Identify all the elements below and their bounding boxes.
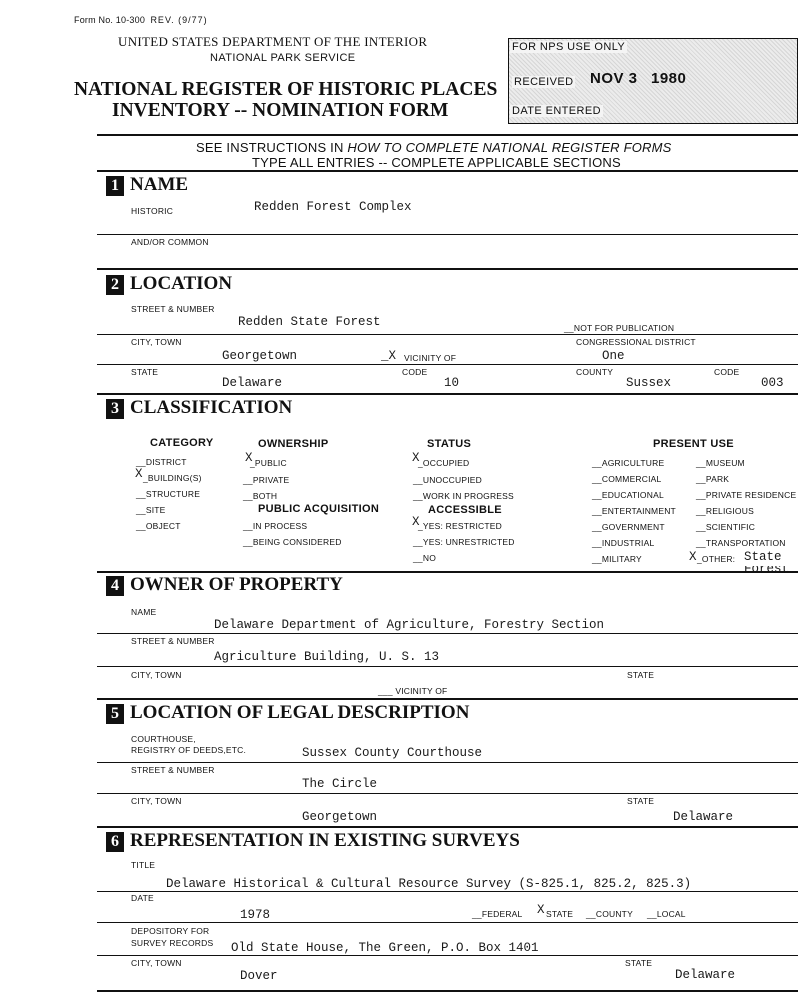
section5-title: LOCATION OF LEGAL DESCRIPTION	[130, 702, 470, 723]
section2-title: LOCATION	[130, 273, 233, 294]
instructions-line1: SEE INSTRUCTIONS IN HOW TO COMPLETE NATIONAL REGISTER FORMS	[196, 140, 672, 155]
survey-title-label: TITLE	[131, 860, 156, 870]
street-label: STREET & NUMBER	[131, 304, 215, 314]
use-scientific: __SCIENTIFIC	[696, 522, 756, 532]
section4-number: 4	[106, 576, 124, 596]
received-year-stamp: 1980	[651, 70, 687, 87]
owner-name-label: NAME	[131, 607, 157, 617]
legal-city-label: CITY, TOWN	[131, 796, 182, 806]
owner-street-value: Agriculture Building, U. S. 13	[214, 650, 440, 664]
use-agriculture: __AGRICULTURE	[592, 458, 665, 468]
legal-street-value: The Circle	[302, 777, 378, 791]
section5-top-rule	[97, 698, 798, 700]
county-value: Sussex	[626, 376, 672, 390]
county-code-label: CODE	[714, 367, 740, 377]
survey-state-label: STATE	[625, 958, 653, 968]
section4-rule1	[97, 633, 798, 634]
category-building: _BUILDING(S)	[143, 473, 202, 483]
use-other-label: _OTHER:	[697, 554, 736, 564]
owner-state-label: STATE	[627, 670, 655, 680]
occupied-mark: X	[412, 451, 420, 465]
received-label: RECEIVED	[514, 76, 574, 88]
acquisition-in-process: __IN PROCESS	[243, 521, 308, 531]
courthouse-label-line1: COURTHOUSE,	[131, 734, 196, 744]
acquisition-being-considered: __BEING CONSIDERED	[243, 537, 342, 547]
street-value: Redden State Forest	[238, 315, 381, 329]
section6-number: 6	[106, 832, 124, 852]
code-label: CODE	[402, 367, 428, 377]
depository-label-line2: SURVEY RECORDS	[131, 938, 214, 948]
section6-rule3	[97, 955, 798, 956]
survey-state-mark: X	[537, 903, 545, 917]
use-park: __PARK	[696, 474, 730, 484]
survey-federal: __FEDERAL	[472, 909, 523, 919]
use-educational: __EDUCATIONAL	[592, 490, 664, 500]
service-name: NATIONAL PARK SERVICE	[210, 52, 356, 64]
survey-city-value: Dover	[240, 969, 278, 983]
category-structure: __STRUCTURE	[136, 489, 201, 499]
courthouse-label-line2: REGISTRY OF DEEDS,ETC.	[131, 745, 247, 755]
ownership-public: _PUBLIC	[250, 458, 287, 468]
depository-value: Old State House, The Green, P.O. Box 1401	[231, 941, 539, 955]
state-code-value: 10	[444, 376, 460, 390]
section5-number: 5	[106, 704, 124, 724]
depository-label-line1: DEPOSITORY FOR	[131, 926, 210, 936]
county-label: COUNTY	[576, 367, 614, 377]
ownership-header: OWNERSHIP	[258, 438, 329, 450]
section6-top-rule	[97, 826, 798, 828]
survey-county: __COUNTY	[586, 909, 633, 919]
use-private-residence: __PRIVATE RESIDENCE	[696, 490, 797, 500]
status-header: STATUS	[427, 438, 472, 450]
section2-top-rule	[97, 268, 798, 270]
city-value: Georgetown	[222, 349, 298, 363]
section1-title: NAME	[130, 174, 189, 195]
survey-date-label: DATE	[131, 893, 154, 903]
form-title-line2: INVENTORY -- NOMINATION FORM	[112, 100, 449, 121]
restricted-mark: X	[412, 515, 420, 529]
building-mark: X	[135, 467, 143, 481]
section5-rule2	[97, 793, 798, 794]
public-acquisition-header: PUBLIC ACQUISITION	[258, 503, 380, 515]
city-label: CITY, TOWN	[131, 337, 182, 347]
state-label: STATE	[131, 367, 159, 377]
owner-city-label: CITY, TOWN	[131, 670, 182, 680]
header-divider	[97, 134, 798, 136]
form-number: Form No. 10-300 REV. (9/77)	[74, 15, 208, 25]
section3-top-rule	[97, 393, 798, 395]
section6-title: REPRESENTATION IN EXISTING SURVEYS	[130, 830, 520, 851]
category-object: __OBJECT	[136, 521, 181, 531]
courthouse-value: Sussex County Courthouse	[302, 746, 483, 760]
section2-rule1	[97, 334, 798, 335]
section4-rule2	[97, 666, 798, 667]
owner-vicinity: ___ VICINITY OF	[378, 686, 448, 696]
survey-local: __LOCAL	[647, 909, 686, 919]
accessible-header: ACCESSIBLE	[428, 504, 502, 516]
vicinity-mark: _X	[381, 349, 397, 363]
category-site: __SITE	[136, 505, 166, 515]
use-government: __GOVERNMENT	[592, 522, 665, 532]
county-code-value: 003	[761, 376, 784, 390]
congressional-district-value: One	[602, 349, 625, 363]
section5-rule1	[97, 762, 798, 763]
other-mark: X	[689, 550, 697, 564]
historic-name-value: Redden Forest Complex	[254, 200, 412, 214]
received-date-stamp: NOV 3	[590, 70, 638, 87]
section3-title: CLASSIFICATION	[130, 397, 293, 418]
ownership-both: __BOTH	[243, 491, 278, 501]
status-unoccupied: __UNOCCUPIED	[413, 475, 482, 485]
survey-state-value: Delaware	[675, 968, 736, 982]
survey-state: STATE	[546, 909, 574, 919]
instructions-line2: TYPE ALL ENTRIES -- COMPLETE APPLICABLE SECTIONS	[252, 155, 621, 170]
date-entered-label: DATE ENTERED	[512, 105, 601, 117]
form-bottom-rule	[97, 990, 798, 992]
historic-label: HISTORIC	[131, 206, 174, 216]
section4-top-rule	[97, 571, 798, 573]
accessible-restricted: _YES: RESTRICTED	[418, 521, 502, 531]
use-industrial: __INDUSTRIAL	[592, 538, 655, 548]
status-work-in-progress: __WORK IN PROGRESS	[413, 491, 514, 501]
legal-state-label: STATE	[627, 796, 655, 806]
section6-rule1	[97, 891, 798, 892]
congressional-district-label: CONGRESSIONAL DISTRICT	[576, 337, 696, 347]
section1-top-rule	[97, 170, 798, 172]
legal-street-label: STREET & NUMBER	[131, 765, 215, 775]
survey-city-label: CITY, TOWN	[131, 958, 182, 968]
not-for-publication: __NOT FOR PUBLICATION	[564, 323, 675, 333]
section2-rule2	[97, 364, 798, 365]
section3-number: 3	[106, 399, 124, 419]
use-commercial: __COMMERCIAL	[592, 474, 662, 484]
accessible-unrestricted: __YES: UNRESTRICTED	[413, 537, 515, 547]
use-other-value: State	[744, 550, 782, 564]
state-value: Delaware	[222, 376, 283, 390]
status-occupied: _OCCUPIED	[418, 458, 470, 468]
department-name: UNITED STATES DEPARTMENT OF THE INTERIOR	[118, 34, 428, 49]
use-military: __MILITARY	[592, 554, 642, 564]
common-name-label: AND/OR COMMON	[131, 237, 209, 247]
section2-number: 2	[106, 275, 124, 295]
accessible-no: __NO	[413, 553, 437, 563]
section6-rule2	[97, 922, 798, 923]
form-title-line1: NATIONAL REGISTER OF HISTORIC PLACES	[74, 79, 498, 100]
vicinity-label: VICINITY OF	[404, 353, 457, 363]
category-district: __DISTRICT	[136, 457, 187, 467]
use-entertainment: __ENTERTAINMENT	[592, 506, 676, 516]
present-use-header: PRESENT USE	[653, 438, 734, 450]
owner-name-value: Delaware Department of Agriculture, Forestry Section	[214, 618, 605, 632]
category-header: CATEGORY	[150, 437, 214, 449]
legal-city-value: Georgetown	[302, 810, 378, 824]
use-religious: __RELIGIOUS	[696, 506, 754, 516]
public-mark: X	[245, 451, 253, 465]
section1-rule	[97, 234, 798, 235]
use-museum: __MUSEUM	[696, 458, 745, 468]
owner-street-label: STREET & NUMBER	[131, 636, 215, 646]
use-transportation: __TRANSPORTATION	[696, 538, 786, 548]
legal-state-value: Delaware	[673, 810, 734, 824]
section4-title: OWNER OF PROPERTY	[130, 574, 343, 595]
ownership-private: __PRIVATE	[243, 475, 290, 485]
section1-number: 1	[106, 176, 124, 196]
survey-date-value: 1978	[240, 908, 271, 922]
survey-title-value: Delaware Historical & Cultural Resource Survey (S-825.1, 825.2, 825.3)	[166, 877, 692, 891]
nps-use-label: FOR NPS USE ONLY	[512, 41, 626, 53]
